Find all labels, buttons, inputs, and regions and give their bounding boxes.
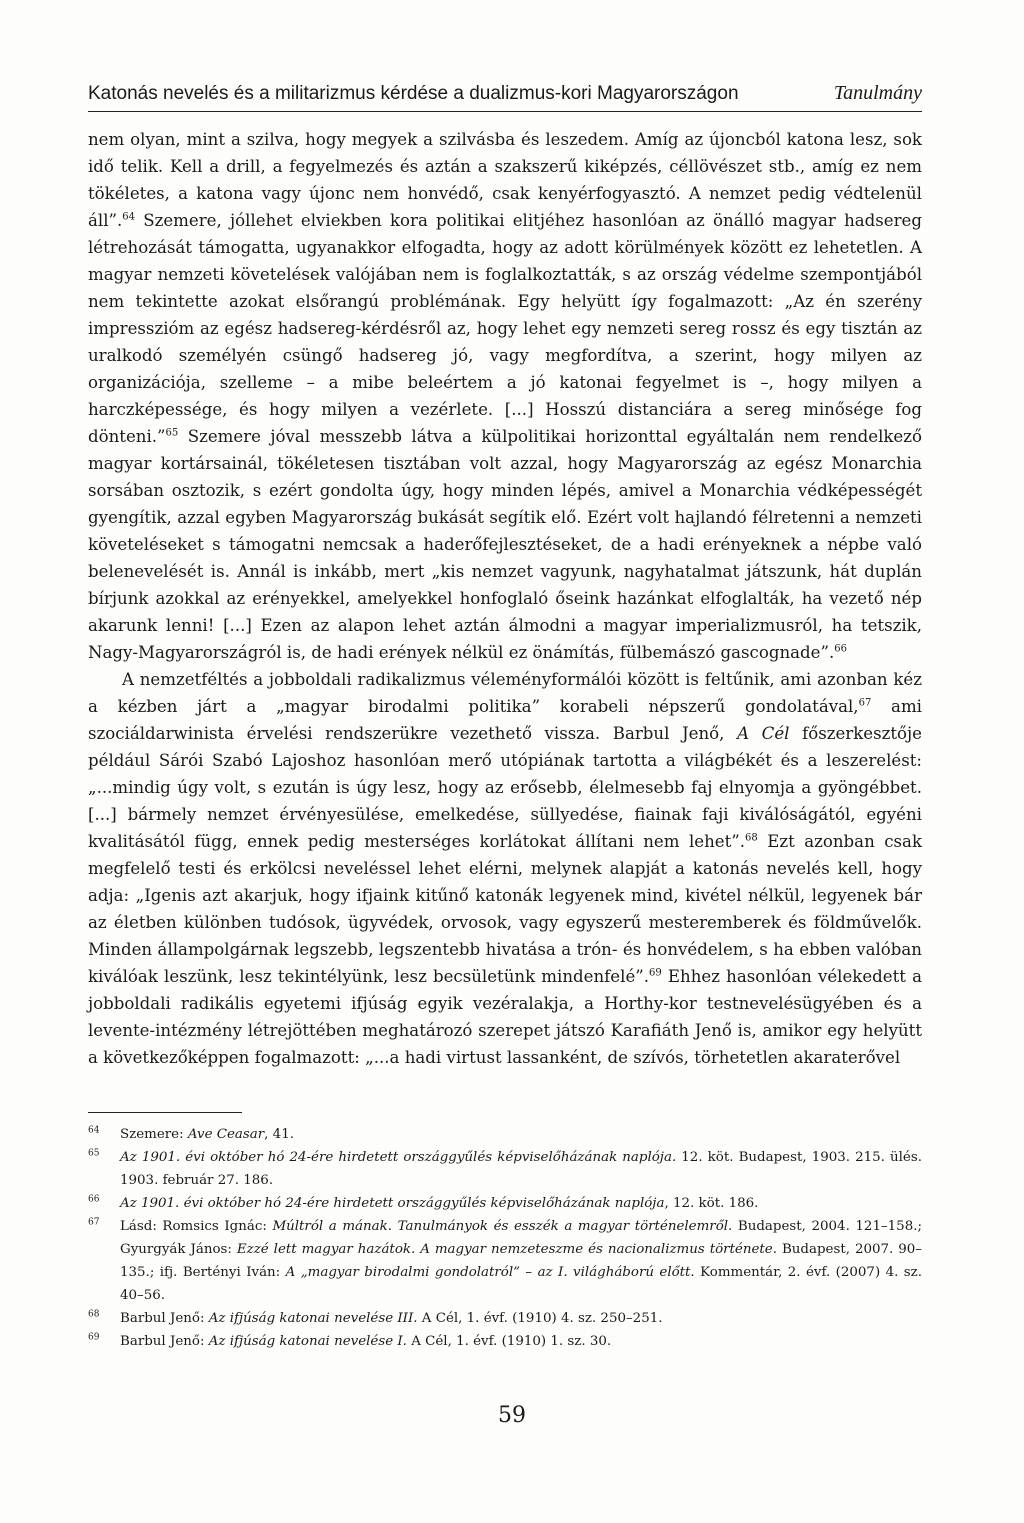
text-run: Szemere, jóllehet elviekben kora politikai elitjéhez hasonlóan az önálló magyar hadsereg létrehozását támogatta, ugyanakkor elfogadta, hogy az adott körülmények között ez lehetetlen. A magyar nemzeti követelések valójában nem is foglalkoztatták, s az ország védelme szempontjából nem tekintette azokat elsőrangú problémának. Egy helyütt így fogalmazott: „Az én szerény impresszióm az egész hadsereg-kérdésről az, hogy lehet egy nemzeti sereg rossz és egy tisztán az uralkodó személyén csüngő hadsereg jó, vagy megfordítva, a szerint, hogy milyen az organizációja, szelleme – a mibe beleértem a jó katonai fegyelmet is –, hogy milyen a harczképessége, és hogy milyen a vezérlete. [...] Hosszú distanciára a sereg minősége fog dönteni.” xyxy=(88,211,922,446)
text-run: , 12. köt. 186. xyxy=(664,1196,759,1211)
italic-text: Az ifjúság katonai nevelése III. xyxy=(208,1311,418,1326)
text-run: Lásd: Romsics Ignác: xyxy=(120,1219,273,1234)
text-run: Budapest, 2004. 121–158.; Gyurgyák János: xyxy=(120,1219,922,1257)
footnote-number: 69 xyxy=(88,1332,100,1343)
footnote-ref: 68 xyxy=(745,832,758,844)
text-run: Szemere: xyxy=(120,1127,188,1142)
footnote-text xyxy=(120,1146,922,1192)
footnote-ref: 64 xyxy=(122,211,135,223)
italic-text: Ezzé lett magyar hazátok. A magyar nemzeteszme és nacionalizmus története. xyxy=(236,1242,777,1257)
italic-text: A Cél xyxy=(737,724,790,743)
footnote-ref: 69 xyxy=(649,967,662,979)
footnote xyxy=(88,1146,922,1192)
page xyxy=(88,82,922,1353)
text-run: A Cél, 1. évf. (1910) 1. sz. 30. xyxy=(406,1334,612,1349)
text-run: Ezt azonban csak megfelelő testi és erkölcsi neveléssel lehet elérni, melynek alapját a katonás nevelés kell, hogy adja: „Igenis azt akarjuk, hogy ifjaink kitűnő katonák legyenek mind, kivétel nélkül, legyenek bár az életben különben tudósok, ügyvédek, orvosok, vagy egyszerű mesteremberek és földművelők. Minden állampolgárnak legszebb, legszentebb hivatása a trón- és honvédelem, s ha ebben valóban kiválóak leszünk, lesz tekintélyünk, lesz becsületünk mindenfelé”. xyxy=(88,832,922,986)
italic-text: Az 1901. évi október hó 24-ére hirdetett országgyűlés képviselőházának naplója. xyxy=(120,1150,677,1165)
text-run: A Cél, 1. évf. (1910) 4. sz. 250–251. xyxy=(417,1311,663,1326)
text-run: Ehhez hasonlóan vélekedett a jobboldali radikális egyetemi ifjúság egyik vezéralakja, a Horthy-kor testnevelésügyében és a levente-intézmény létrejöttében meghatározó szerepet játszó Karafiáth Jenő is, amikor egy helyütt a következőképpen fogalmazott: „...a hadi virtust lassanként, de szívós, törhetetlen akaraterővel xyxy=(88,967,923,1067)
footnote-number: 65 xyxy=(88,1148,100,1159)
running-header xyxy=(88,82,922,112)
footnote-text xyxy=(120,1215,922,1307)
footnote xyxy=(88,1123,922,1146)
text-run: Budapest, 2007. 90–135.; ifj. Bertényi Iván: xyxy=(120,1242,922,1280)
footnote-text xyxy=(120,1330,922,1353)
body-text xyxy=(88,126,922,1071)
header-title: Katonás nevelés és a militarizmus kérdése a dualizmus-kori Magyarországon xyxy=(88,83,739,104)
text-run: ami szociáldarwinista érvelési rendszerükre vezethető vissza. Barbul Jenő, xyxy=(88,697,922,743)
footnote-ref: 67 xyxy=(858,697,872,709)
text-run: 12. köt. Budapest, 1903. 215. ülés. 1903. február 27. 186. xyxy=(120,1150,922,1188)
footnote xyxy=(88,1192,922,1215)
text-run: nem olyan, mint a szilva, hogy megyek a szilvásba és leszedem. Amíg az újoncból katona lesz, sok idő telik. Kell a drill, a fegyelmezés és aztán a szakszerű kiképzés, céllövészet stb., amíg ez nem tökéletes, a katona vagy újonc nem honvédő, csak kenyérfogyasztó. A nemzet pedig védtelenül áll”. xyxy=(88,130,922,230)
footnote xyxy=(88,1307,922,1330)
footnotes xyxy=(88,1123,922,1353)
text-run: A nemzetféltés a jobboldali radikalizmus véleményformálói között is feltűnik, ami azonban kéz a kézben járt a „magyar birodalmi politika” korabeli népszerű gondolatával, xyxy=(88,670,922,716)
footnote-number: 66 xyxy=(88,1194,100,1205)
header-section: Tanulmány xyxy=(833,82,922,104)
text-run: Barbul Jenő: xyxy=(120,1334,209,1349)
italic-text: Múltról a mának. Tanulmányok és esszék a magyar történelemről. xyxy=(272,1219,733,1234)
text-run: Kommentár, 2. évf. (2007) 4. sz. 40–56. xyxy=(120,1265,922,1303)
text-run: Barbul Jenő: xyxy=(120,1311,209,1326)
footnote-text xyxy=(120,1123,922,1146)
footnote-number: 64 xyxy=(88,1125,100,1136)
italic-text: A „magyar birodalmi gondolatról” – az I. világháború előtt. xyxy=(285,1265,695,1280)
footnote-ref: 66 xyxy=(834,643,847,655)
footnote xyxy=(88,1215,922,1307)
italic-text: Ave Ceasar xyxy=(187,1127,265,1142)
italic-text: Az 1901. évi október hó 24-ére hirdetett országgyűlés képviselőházának naplója xyxy=(120,1196,665,1211)
footnote-text xyxy=(120,1307,922,1330)
text-run: Szemere jóval messzebb látva a külpolitikai horizonttal egyáltalán nem rendelkező magyar kortársainál, tökéletesen tisztában volt azzal, hogy Magyarország az egész Monarchia sorsában osztozik, s ezért gondolta úgy, hogy minden lépés, amivel a Monarchia védképességét gyengítik, azzal egyben Magyarország bukását segítik elő. Ezért volt hajlandó félretenni a nemzeti követeléseket s támogatni nemcsak a haderőfejlesztéseket, de a hadi erényeknek a népbe való belenevelését is. Annál is inkább, mert „kis nemzet vagyunk, nagyhatalmat játszunk, hát duplán bírjunk azokkal az erényekkel, amelyekkel honfoglaló őseink hazánkat elfoglalták, ha vezető nép akarunk lenni! [...] Ezen az alapon lehet aztán álmodni a magyar imperializmusról, ha tetszik, Nagy-Magyarországról is, de hadi erények nélkül ez önámítás, fülbemászó gascognade”. xyxy=(88,427,922,662)
footnote-text xyxy=(120,1192,922,1215)
page-number: 59 xyxy=(498,1403,526,1428)
paragraph xyxy=(88,126,922,666)
footnote-divider xyxy=(88,1112,242,1113)
text-run: főszerkesztője például Sárói Szabó Lajoshoz hasonlóan merő utópiának tartotta a világbékét és a leszerelést: „...mindig úgy volt, s ezután is úgy lesz, hogy az erősebb, élelmesebb faj elnyomja a gyöngébbet. [...] bármely nemzet érvényesülése, emelkedése, süllyedése, fiainak faji kiválóságától, egyéni kvalitásától függ, ennek pedig mesterséges korlátokat állítani nem lehet”. xyxy=(88,724,922,851)
paragraph xyxy=(88,666,922,1071)
italic-text: Az ifjúság katonai nevelése I. xyxy=(208,1334,407,1349)
footnote-number: 68 xyxy=(88,1309,100,1320)
footnote-ref: 65 xyxy=(165,427,179,439)
text-run: , 41. xyxy=(264,1127,294,1142)
footnote xyxy=(88,1330,922,1353)
footnote-number: 67 xyxy=(88,1217,100,1228)
